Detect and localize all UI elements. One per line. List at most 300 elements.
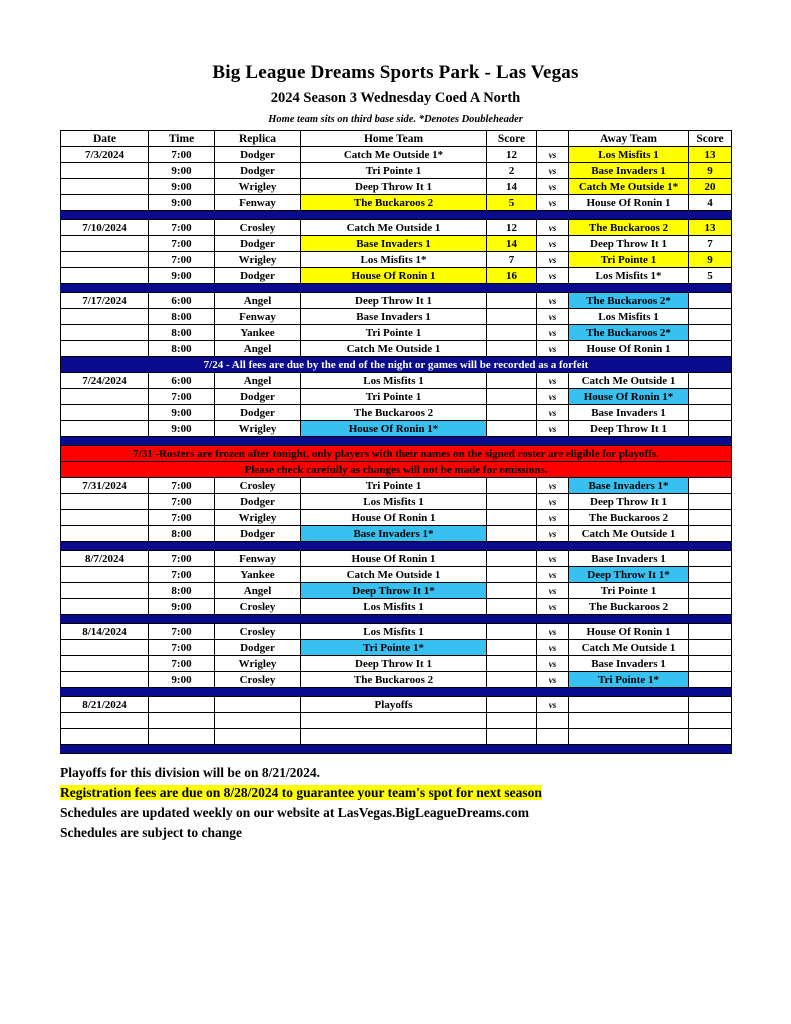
cell-replica: Dodger (215, 640, 301, 656)
cell-home-team: Deep Throw It 1 (301, 656, 487, 672)
cell-home-score (487, 421, 537, 437)
cell-home-score (487, 309, 537, 325)
column-header-away-score: Score (689, 131, 732, 147)
cell-home-team: House Of Ronin 1 (301, 551, 487, 567)
cell-away-team: Tri Pointe 1 (569, 583, 689, 599)
table-row (61, 729, 732, 745)
cell-time: 7:00 (149, 478, 215, 494)
cell-away-team: Los Misfits 1 (569, 147, 689, 163)
cell-date (61, 163, 149, 179)
cell-home-team: The Buckaroos 2 (301, 672, 487, 688)
footer-registration-wrap (60, 783, 731, 802)
cell-replica: Dodger (215, 268, 301, 284)
cell-replica: Crosley (215, 478, 301, 494)
column-header-home-team: Home Team (301, 131, 487, 147)
schedule-table (60, 130, 732, 754)
cell-replica: Fenway (215, 551, 301, 567)
cell-home-score (487, 640, 537, 656)
cell-time: 8:00 (149, 325, 215, 341)
cell-replica (215, 729, 301, 745)
cell-away-team: Los Misfits 1 (569, 309, 689, 325)
table-row (61, 494, 732, 510)
cell-away-score (689, 526, 732, 542)
cell-home-score (487, 373, 537, 389)
cell-home-score (487, 599, 537, 615)
table-row (61, 583, 732, 599)
cell-time: 9:00 (149, 405, 215, 421)
cell-home-team: Catch Me Outside 1 (301, 567, 487, 583)
cell-away-team: Base Invaders 1 (569, 656, 689, 672)
cell-home-score (487, 389, 537, 405)
section-divider (61, 542, 732, 551)
table-header-row (61, 131, 732, 147)
cell-time: 7:00 (149, 389, 215, 405)
section-divider (61, 284, 732, 293)
cell-home-score (487, 656, 537, 672)
cell-away-score: 5 (689, 268, 732, 284)
cell-time (149, 729, 215, 745)
cell-replica (215, 697, 301, 713)
cell-time: 7:00 (149, 551, 215, 567)
cell-home-team: House Of Ronin 1* (301, 421, 487, 437)
cell-date (61, 341, 149, 357)
cell-vs: vs (537, 268, 569, 284)
cell-replica: Crosley (215, 672, 301, 688)
cell-away-score (689, 373, 732, 389)
cell-home-team: The Buckaroos 2 (301, 405, 487, 421)
cell-vs: vs (537, 697, 569, 713)
cell-time: 9:00 (149, 599, 215, 615)
cell-home-score: 16 (487, 268, 537, 284)
cell-home-team: Playoffs (301, 697, 487, 713)
cell-replica: Angel (215, 293, 301, 309)
cell-date (61, 195, 149, 211)
cell-replica: Wrigley (215, 421, 301, 437)
cell-home-score (487, 672, 537, 688)
page-subtitle: 2024 Season 3 Wednesday Coed A North (270, 90, 521, 106)
cell-away-team: Deep Throw It 1* (569, 567, 689, 583)
notice-text: Please check carefully as changes will not be made for omissions. (61, 462, 732, 478)
cell-time: 9:00 (149, 179, 215, 195)
cell-date (61, 405, 149, 421)
cell-home-team: Base Invaders 1 (301, 236, 487, 252)
cell-replica: Angel (215, 341, 301, 357)
cell-time: 7:00 (149, 494, 215, 510)
table-row (61, 325, 732, 341)
cell-replica: Dodger (215, 236, 301, 252)
table-row (61, 373, 732, 389)
cell-away-team: The Buckaroos 2 (569, 220, 689, 236)
section-divider-cell (61, 745, 732, 754)
cell-time: 7:00 (149, 567, 215, 583)
cell-home-score (487, 293, 537, 309)
cell-home-team (301, 729, 487, 745)
cell-date (61, 729, 149, 745)
cell-away-score: 9 (689, 163, 732, 179)
cell-date (61, 567, 149, 583)
table-row (61, 656, 732, 672)
table-row (61, 478, 732, 494)
cell-home-score (487, 478, 537, 494)
cell-replica: Angel (215, 373, 301, 389)
cell-time: 6:00 (149, 293, 215, 309)
cell-away-score (689, 656, 732, 672)
footer-website: Schedules are updated weekly on our website at LasVegas.BigLeagueDreams.com (60, 805, 530, 820)
cell-away-score: 13 (689, 147, 732, 163)
notice-text: 7/31 -Rosters are frozen after tonight, only players with their names on the signed roster are eligible for playoffs. (61, 446, 732, 462)
cell-away-team: Catch Me Outside 1 (569, 526, 689, 542)
cell-home-score: 14 (487, 179, 537, 195)
cell-away-team (569, 697, 689, 713)
cell-home-score: 12 (487, 220, 537, 236)
cell-replica: Dodger (215, 147, 301, 163)
cell-away-team: Base Invaders 1* (569, 478, 689, 494)
cell-home-score: 7 (487, 252, 537, 268)
cell-away-score (689, 405, 732, 421)
cell-home-score (487, 341, 537, 357)
cell-home-team: Tri Pointe 1 (301, 389, 487, 405)
cell-vs: vs (537, 640, 569, 656)
cell-vs: vs (537, 526, 569, 542)
cell-date (61, 640, 149, 656)
cell-replica: Yankee (215, 567, 301, 583)
cell-home-team: Tri Pointe 1 (301, 163, 487, 179)
cell-date (61, 583, 149, 599)
cell-date: 7/3/2024 (61, 147, 149, 163)
cell-vs: vs (537, 341, 569, 357)
cell-away-score (689, 567, 732, 583)
cell-date (61, 268, 149, 284)
cell-vs: vs (537, 179, 569, 195)
cell-away-team: The Buckaroos 2* (569, 325, 689, 341)
cell-away-team: Deep Throw It 1 (569, 236, 689, 252)
cell-away-team: The Buckaroos 2 (569, 510, 689, 526)
cell-home-score (487, 567, 537, 583)
cell-date (61, 599, 149, 615)
cell-away-score (689, 672, 732, 688)
notice-text: 7/24 - All fees are due by the end of the night or games will be recorded as a forfeit (61, 357, 732, 373)
cell-home-score: 5 (487, 195, 537, 211)
cell-away-team: Tri Pointe 1* (569, 672, 689, 688)
table-row (61, 195, 732, 211)
cell-vs: vs (537, 236, 569, 252)
cell-date: 8/14/2024 (61, 624, 149, 640)
cell-replica (215, 713, 301, 729)
cell-time: 7:00 (149, 252, 215, 268)
cell-home-team: House Of Ronin 1 (301, 268, 487, 284)
table-row (61, 252, 732, 268)
cell-vs: vs (537, 510, 569, 526)
cell-replica: Angel (215, 583, 301, 599)
cell-date: 7/24/2024 (61, 373, 149, 389)
cell-away-score: 7 (689, 236, 732, 252)
cell-away-team: The Buckaroos 2 (569, 599, 689, 615)
cell-vs: vs (537, 405, 569, 421)
cell-home-team: Los Misfits 1 (301, 624, 487, 640)
cell-away-team: Base Invaders 1 (569, 405, 689, 421)
notice-row (61, 357, 732, 373)
cell-away-team: Deep Throw It 1 (569, 421, 689, 437)
cell-replica: Dodger (215, 163, 301, 179)
cell-vs: vs (537, 220, 569, 236)
cell-time: 7:00 (149, 624, 215, 640)
home-team-note: Home team sits on third base side. *Denotes Doubleheader (268, 114, 523, 125)
cell-home-score (487, 713, 537, 729)
cell-away-score (689, 599, 732, 615)
section-divider-cell (61, 542, 732, 551)
cell-away-team: Deep Throw It 1 (569, 494, 689, 510)
column-header-replica: Replica (215, 131, 301, 147)
table-row (61, 220, 732, 236)
cell-home-team: Los Misfits 1* (301, 252, 487, 268)
cell-date (61, 252, 149, 268)
cell-vs (537, 729, 569, 745)
cell-time: 9:00 (149, 421, 215, 437)
section-divider (61, 745, 732, 754)
cell-time: 9:00 (149, 195, 215, 211)
table-row (61, 293, 732, 309)
cell-away-team: House Of Ronin 1 (569, 341, 689, 357)
section-divider-cell (61, 211, 732, 220)
cell-away-score (689, 421, 732, 437)
schedule-body (61, 147, 732, 754)
cell-away-score (689, 341, 732, 357)
cell-home-score (487, 583, 537, 599)
cell-away-score (689, 624, 732, 640)
cell-date (61, 325, 149, 341)
cell-home-team: Catch Me Outside 1* (301, 147, 487, 163)
table-row (61, 147, 732, 163)
cell-time: 7:00 (149, 220, 215, 236)
cell-date: 7/31/2024 (61, 478, 149, 494)
cell-date (61, 309, 149, 325)
cell-date: 8/21/2024 (61, 697, 149, 713)
cell-away-team: Catch Me Outside 1 (569, 640, 689, 656)
section-divider (61, 688, 732, 697)
cell-home-team: Catch Me Outside 1 (301, 341, 487, 357)
cell-home-team: Base Invaders 1* (301, 526, 487, 542)
table-row (61, 510, 732, 526)
footer-playoffs: Playoffs for this division will be on 8/21/2024. (60, 765, 321, 780)
cell-away-team: Tri Pointe 1 (569, 252, 689, 268)
table-row (61, 268, 732, 284)
cell-replica: Dodger (215, 494, 301, 510)
cell-away-team: The Buckaroos 2* (569, 293, 689, 309)
table-row (61, 163, 732, 179)
table-row (61, 697, 732, 713)
section-divider (61, 615, 732, 624)
table-row (61, 551, 732, 567)
cell-time: 8:00 (149, 583, 215, 599)
cell-away-score: 9 (689, 252, 732, 268)
cell-date: 8/7/2024 (61, 551, 149, 567)
cell-time (149, 713, 215, 729)
cell-time: 8:00 (149, 341, 215, 357)
table-row (61, 624, 732, 640)
cell-replica: Wrigley (215, 179, 301, 195)
cell-time: 9:00 (149, 268, 215, 284)
cell-time: 6:00 (149, 373, 215, 389)
cell-date: 7/10/2024 (61, 220, 149, 236)
cell-replica: Yankee (215, 325, 301, 341)
table-row (61, 672, 732, 688)
column-header-vs (537, 131, 569, 147)
cell-home-score (487, 697, 537, 713)
cell-away-score (689, 325, 732, 341)
cell-home-score (487, 729, 537, 745)
cell-time: 7:00 (149, 510, 215, 526)
cell-date (61, 179, 149, 195)
cell-home-score (487, 526, 537, 542)
cell-away-score (689, 293, 732, 309)
cell-vs: vs (537, 373, 569, 389)
cell-replica: Fenway (215, 309, 301, 325)
cell-away-score (689, 510, 732, 526)
cell-away-score (689, 697, 732, 713)
cell-vs: vs (537, 551, 569, 567)
cell-home-team: Catch Me Outside 1 (301, 220, 487, 236)
cell-home-score (487, 510, 537, 526)
cell-away-team (569, 713, 689, 729)
cell-replica: Fenway (215, 195, 301, 211)
column-header-date: Date (61, 131, 149, 147)
cell-replica: Crosley (215, 220, 301, 236)
cell-vs: vs (537, 309, 569, 325)
cell-home-score: 12 (487, 147, 537, 163)
cell-time: 9:00 (149, 672, 215, 688)
cell-away-score (689, 583, 732, 599)
table-row (61, 405, 732, 421)
cell-away-team: House Of Ronin 1 (569, 195, 689, 211)
cell-home-team: Base Invaders 1 (301, 309, 487, 325)
cell-date (61, 421, 149, 437)
section-divider (61, 437, 732, 446)
cell-date (61, 672, 149, 688)
cell-vs: vs (537, 567, 569, 583)
cell-time: 9:00 (149, 163, 215, 179)
cell-away-score (689, 729, 732, 745)
cell-away-team: House Of Ronin 1 (569, 624, 689, 640)
cell-home-team: Los Misfits 1 (301, 599, 487, 615)
table-row (61, 179, 732, 195)
cell-away-team: Los Misfits 1* (569, 268, 689, 284)
cell-vs: vs (537, 163, 569, 179)
cell-home-team: Tri Pointe 1 (301, 325, 487, 341)
alert-row (61, 462, 732, 478)
section-divider-cell (61, 437, 732, 446)
cell-vs: vs (537, 421, 569, 437)
cell-away-score (689, 551, 732, 567)
footer-subject-to-change: Schedules are subject to change (60, 825, 242, 840)
table-row (61, 599, 732, 615)
cell-away-score (689, 389, 732, 405)
cell-replica: Crosley (215, 624, 301, 640)
cell-away-score (689, 494, 732, 510)
cell-time: 7:00 (149, 656, 215, 672)
section-divider-cell (61, 284, 732, 293)
cell-away-score (689, 309, 732, 325)
cell-away-team: House Of Ronin 1* (569, 389, 689, 405)
cell-home-score: 14 (487, 236, 537, 252)
cell-away-team: Catch Me Outside 1 (569, 373, 689, 389)
cell-replica: Wrigley (215, 656, 301, 672)
cell-vs: vs (537, 656, 569, 672)
cell-away-score: 4 (689, 195, 732, 211)
cell-away-score: 13 (689, 220, 732, 236)
cell-home-team: Tri Pointe 1* (301, 640, 487, 656)
cell-date (61, 494, 149, 510)
cell-date (61, 510, 149, 526)
cell-home-score: 2 (487, 163, 537, 179)
cell-vs: vs (537, 624, 569, 640)
cell-home-team: Deep Throw It 1 (301, 179, 487, 195)
cell-away-team: Catch Me Outside 1* (569, 179, 689, 195)
cell-home-team: Tri Pointe 1 (301, 478, 487, 494)
table-row (61, 309, 732, 325)
cell-home-team: Deep Throw It 1* (301, 583, 487, 599)
cell-home-score (487, 551, 537, 567)
cell-replica: Crosley (215, 599, 301, 615)
cell-vs: vs (537, 325, 569, 341)
cell-replica: Dodger (215, 526, 301, 542)
table-row (61, 389, 732, 405)
cell-date: 7/17/2024 (61, 293, 149, 309)
cell-time: 7:00 (149, 640, 215, 656)
cell-time: 7:00 (149, 147, 215, 163)
cell-home-team: Los Misfits 1 (301, 494, 487, 510)
table-row (61, 236, 732, 252)
cell-date (61, 526, 149, 542)
cell-time: 8:00 (149, 309, 215, 325)
cell-date (61, 236, 149, 252)
cell-away-team: Base Invaders 1 (569, 551, 689, 567)
cell-date (61, 656, 149, 672)
cell-replica: Wrigley (215, 252, 301, 268)
column-header-away-team: Away Team (569, 131, 689, 147)
cell-away-score (689, 713, 732, 729)
footer-notes (60, 763, 731, 842)
cell-vs: vs (537, 389, 569, 405)
alert-row (61, 446, 732, 462)
cell-replica: Dodger (215, 405, 301, 421)
section-divider-cell (61, 615, 732, 624)
cell-vs: vs (537, 672, 569, 688)
cell-away-score: 20 (689, 179, 732, 195)
cell-vs: vs (537, 583, 569, 599)
table-row (61, 526, 732, 542)
cell-vs (537, 713, 569, 729)
cell-away-team: Base Invaders 1 (569, 163, 689, 179)
cell-home-score (487, 325, 537, 341)
table-row (61, 567, 732, 583)
footer-registration: Registration fees are due on 8/28/2024 to guarantee your team's spot for next season (60, 785, 542, 800)
cell-away-score (689, 640, 732, 656)
page-title: Big League Dreams Sports Park - Las Vegas (212, 62, 579, 83)
cell-home-score (487, 624, 537, 640)
cell-time (149, 697, 215, 713)
cell-date (61, 713, 149, 729)
cell-home-score (487, 405, 537, 421)
cell-home-team: Los Misfits 1 (301, 373, 487, 389)
cell-away-score (689, 478, 732, 494)
table-row (61, 713, 732, 729)
cell-replica: Dodger (215, 389, 301, 405)
cell-home-team: Deep Throw It 1 (301, 293, 487, 309)
cell-vs: vs (537, 293, 569, 309)
cell-date (61, 389, 149, 405)
section-divider-cell (61, 688, 732, 697)
cell-vs: vs (537, 147, 569, 163)
